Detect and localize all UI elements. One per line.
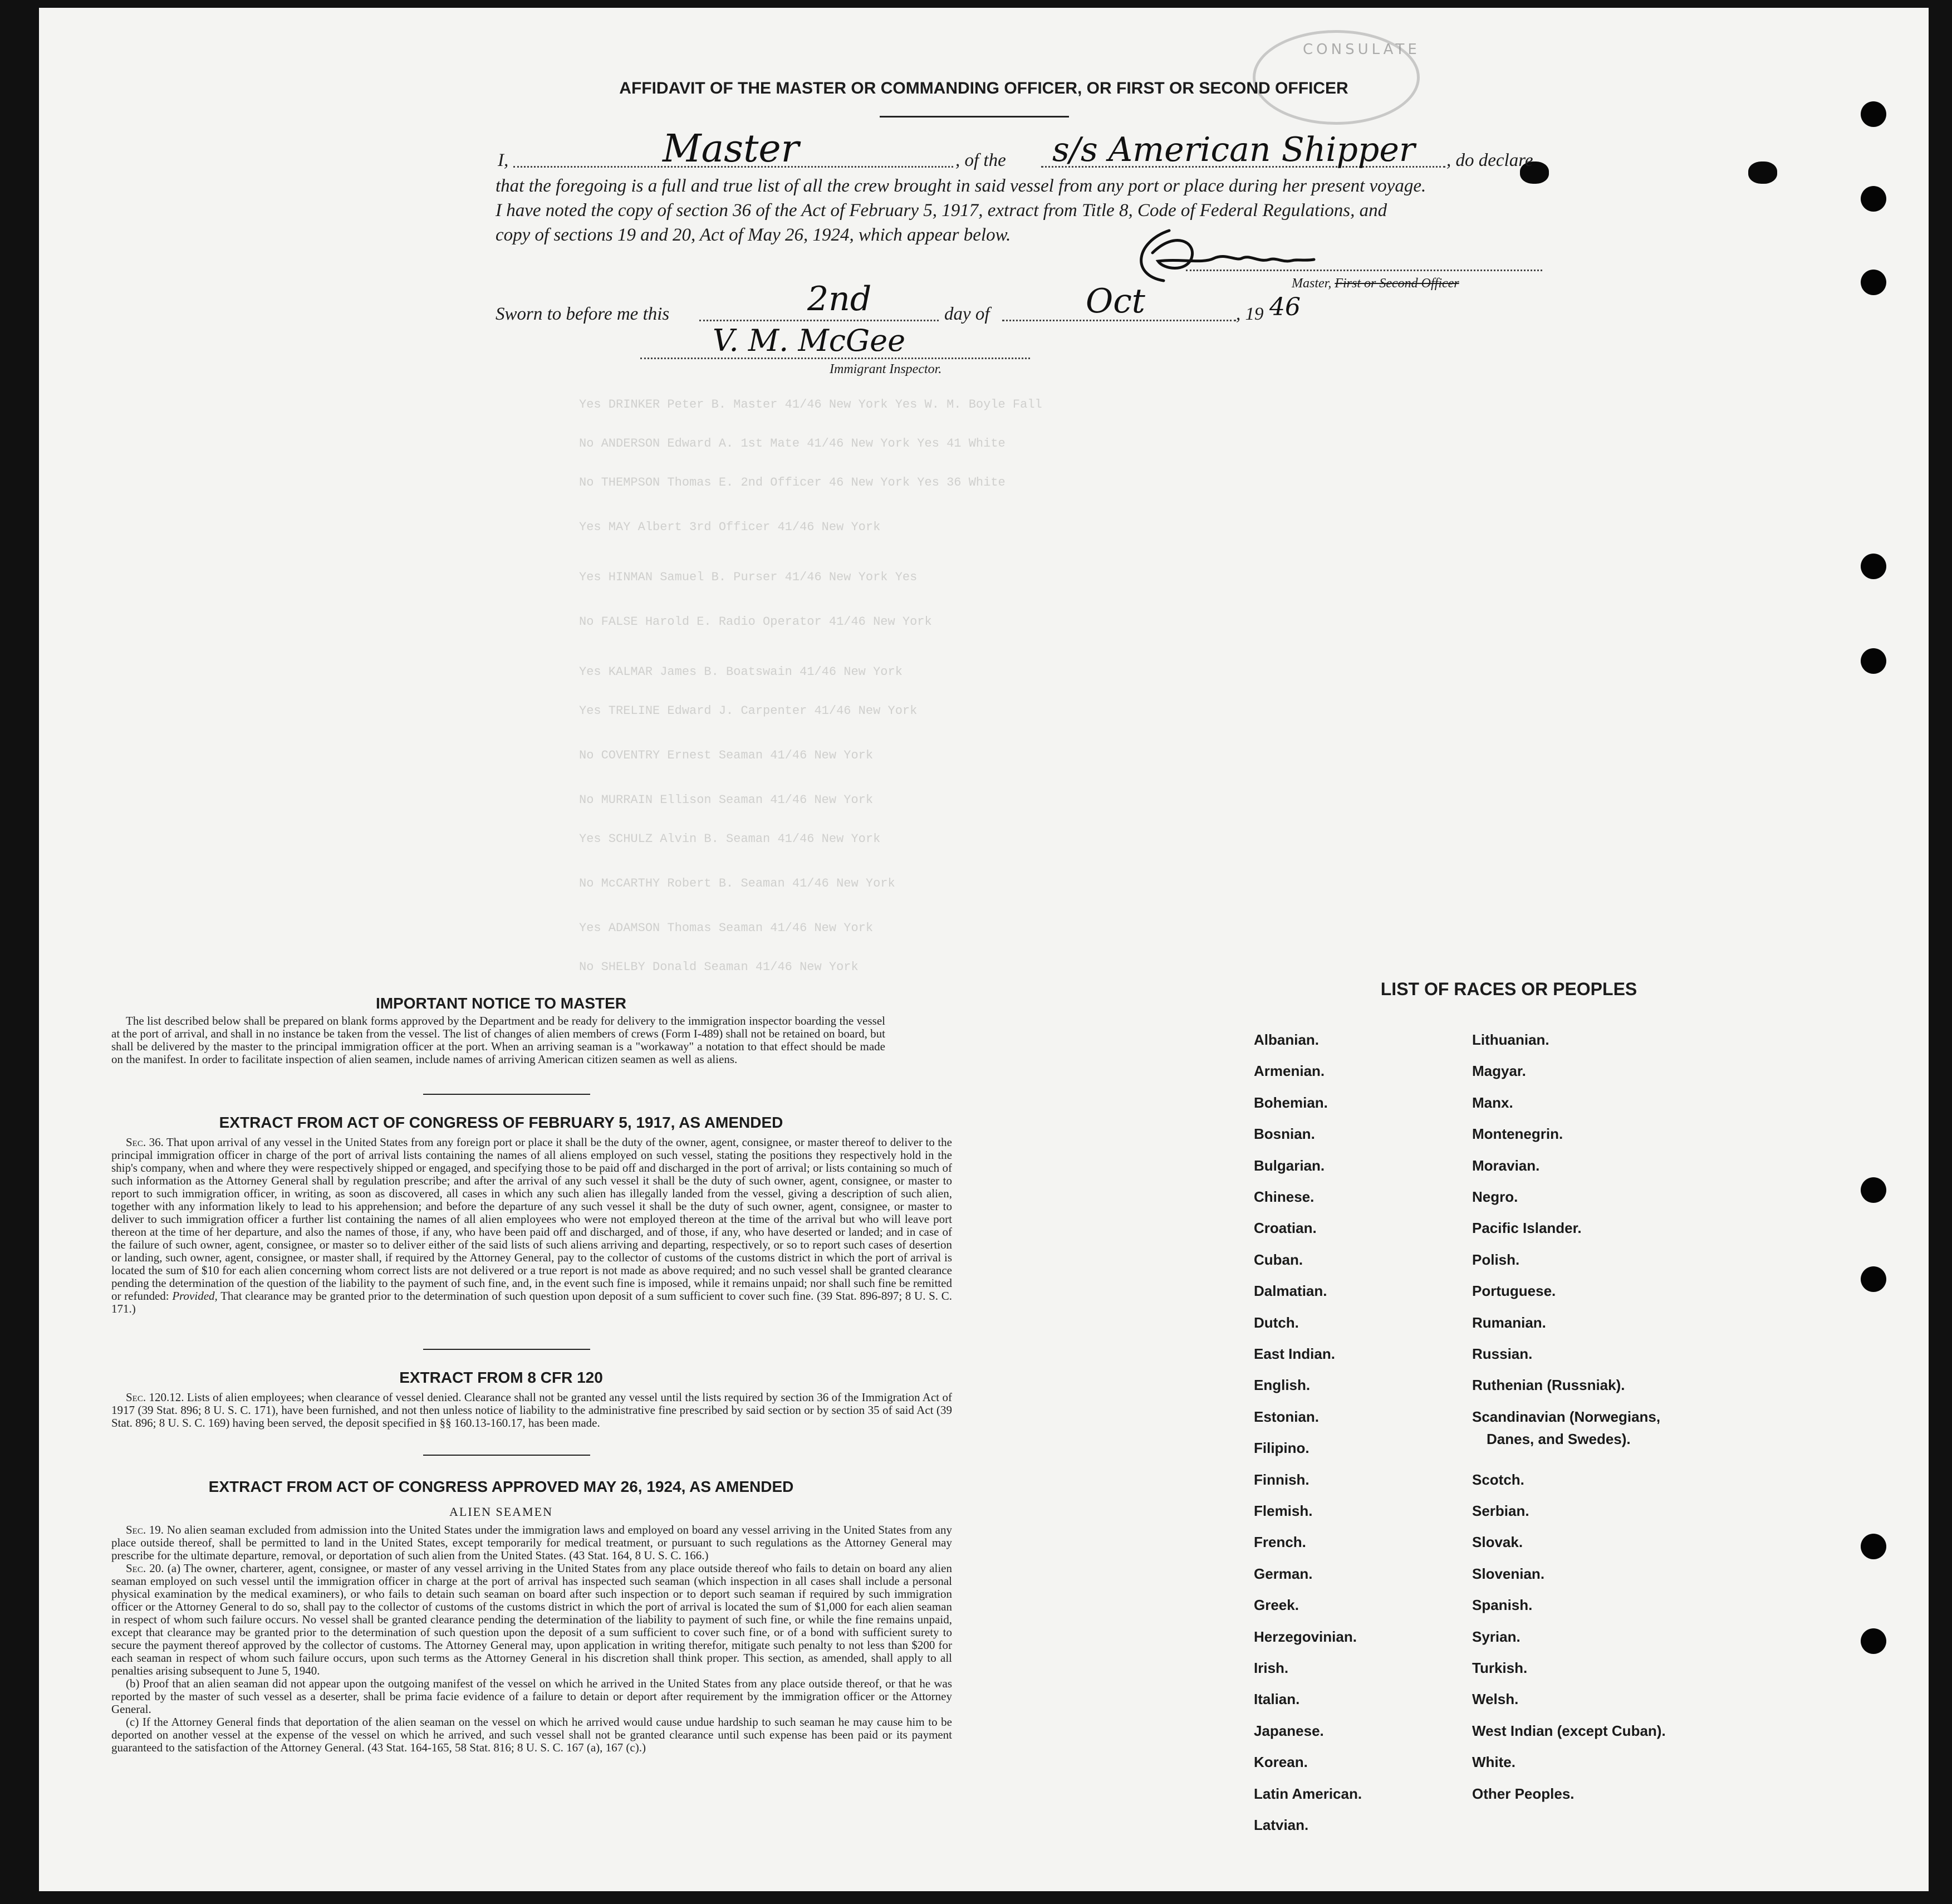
race-item: Slovak. (1472, 1534, 1523, 1551)
sec-19-text: No alien seaman excluded from admission into the United States under the immigration laws and employed on board any vessel arriving in the United States from any place outside thereof, shall be permitted to land in the United States, except temporarily for medical treatment, or pursuant to such regulations as the Attorney General may prescribe for the ultimate departure, removal, or deportation of such alien from the United States. (43 Stat. 164, 8 U. S. C. 166.) (111, 1523, 953, 1562)
notice-paragraph: The list described below shall be prepared on blank forms approved by the Department and be ready for delivery to the immigration inspector boarding the vessel at the port of arrival, and shall in no instance be taken from the vessel. The list of changes of alien members of crews (Form I-489) shall not be retained on board, but shall be delivered by the master to the principal immigration officer at the port. When an arriving seaman is a "workaway" a notation to that effect should be made on the manifest. In order to facilitate inspection of alien seamen, include names of arriving American citizen seamen as well as aliens. (111, 1014, 885, 1066)
race-item: Magyar. (1472, 1063, 1526, 1080)
affidavit-line-2: that the foregoing is a full and true list of all the crew brought in said vessel from any port or place during her present voyage. (496, 176, 1426, 196)
sec-20a-paragraph (111, 1562, 952, 1677)
bleed-through-text: Yes SCHULZ Alvin B. Seaman 41/46 New York (579, 832, 881, 846)
bleed-through-text: Yes DRINKER Peter B. Master 41/46 New York Yes W. M. Boyle Fall (579, 398, 1042, 412)
section-rule (423, 1094, 590, 1095)
officer-caption-struck: First or Second Officer (1335, 276, 1459, 291)
race-item: Danes, and Swedes). (1487, 1430, 1631, 1447)
extract-1924-heading: EXTRACT FROM ACT OF CONGRESS APPROVED MAY 26, 1924, AS AMENDED (208, 1478, 794, 1495)
race-item: Pacific Islander. (1472, 1220, 1582, 1237)
bleed-through-text: No ANDERSON Edward A. 1st Mate 41/46 New York Yes 41 White (579, 437, 1006, 451)
day-blank (699, 320, 939, 321)
handwritten-year: 46 (1269, 293, 1301, 321)
race-item: East Indian. (1254, 1345, 1335, 1362)
affidavit-line-3: I have noted the copy of section 36 of the Act of February 5, 1917, extract from Title 8, Code of Federal Regulations, and (496, 200, 1387, 221)
race-item: Ruthenian (Russniak). (1472, 1377, 1625, 1394)
sec-20c-paragraph: (c) If the Attorney General finds that deportation of the alien seaman on the vessel on which he arrived would cause undue hardship to such seaman he may cause him to be deported on another vessel at the expense of the vessel on which he arrived, and such vessel shall not be granted clearance until such expense has been paid or its payment guaranteed to the satisfaction of the Attorney General. (43 Stat. 164-165, 58 Stat. 816; 8 U. S. C. 167 (a), 167 (c).) (111, 1715, 952, 1754)
of-the-label: , of the (955, 150, 1006, 170)
race-item: Japanese. (1254, 1722, 1324, 1739)
punch-hole (1861, 1628, 1886, 1654)
race-item: Montenegrin. (1472, 1125, 1563, 1143)
race-item: Rumanian. (1472, 1314, 1546, 1331)
race-item: Latvian. (1254, 1817, 1309, 1833)
cfr-heading: EXTRACT FROM 8 CFR 120 (399, 1369, 603, 1386)
race-item: Welsh. (1472, 1691, 1519, 1708)
bleed-through-text: Yes KALMAR James B. Boatswain 41/46 New York (579, 665, 903, 679)
race-item: Irish. (1254, 1660, 1289, 1676)
race-item: Cuban. (1254, 1251, 1303, 1268)
signature-line (1186, 270, 1542, 271)
race-item: Armenian. (1254, 1063, 1325, 1080)
race-item: West Indian (except Cuban). (1472, 1722, 1666, 1739)
bleed-through-text: No SHELBY Donald Seaman 41/46 New York (579, 960, 859, 974)
race-item: Italian. (1254, 1691, 1300, 1708)
race-item: Korean. (1254, 1754, 1308, 1771)
bleed-through-text: No McCARTHY Robert B. Seaman 41/46 New York (579, 877, 895, 890)
bleed-through-text: No FALSE Harold E. Radio Operator 41/46 New York (579, 615, 932, 629)
race-item: Filipino. (1254, 1440, 1309, 1457)
punch-hole (1861, 1266, 1886, 1292)
race-item: Latin American. (1254, 1785, 1362, 1802)
race-item: Dalmatian. (1254, 1283, 1327, 1300)
sec-19-label: Sec. 19. (126, 1523, 164, 1536)
bleed-through-text: No MURRAIN Ellison Seaman 41/46 New York (579, 793, 874, 807)
bleed-through-text: No COVENTRY Ernest Seaman 41/46 New York (579, 748, 874, 762)
day-of-label: day of (944, 304, 990, 324)
punch-hole (1861, 1177, 1886, 1203)
race-item: Estonian. (1254, 1408, 1320, 1425)
section-rule (423, 1349, 590, 1350)
race-item: Negro. (1472, 1188, 1518, 1205)
bleed-through-text: Yes MAY Albert 3rd Officer 41/46 New York (579, 520, 881, 534)
punch-hole (1861, 554, 1886, 579)
section-rule (423, 1455, 590, 1456)
race-item: Bohemian. (1254, 1094, 1328, 1111)
i-label: I, (498, 150, 509, 170)
race-item: Croatian. (1254, 1220, 1317, 1237)
race-item: Portuguese. (1472, 1283, 1556, 1300)
bleed-through-text: Yes HINMAN Samuel B. Purser 41/46 New York Yes (579, 570, 918, 584)
bleed-through-text: Yes TRELINE Edward J. Carpenter 41/46 New York (579, 704, 918, 718)
stamp-lettering: CONSULATE (1303, 41, 1420, 58)
cfr-sec-label: Sec. 120.12. (126, 1391, 184, 1404)
race-item: Syrian. (1472, 1628, 1521, 1645)
sworn-label: Sworn to before me this (496, 304, 670, 324)
handwritten-month: Oct (1086, 282, 1145, 321)
punch-hole (1861, 648, 1886, 674)
sec-36-text: That upon arrival of any vessel in the United States from any foreign port or place it shall be the duty of the owner, agent, consignee, or master thereof to deliver to the principal immigration officer in charge of the port of arrival lists containing the names of all aliens employed on such vessel, stating the positions they respectively hold in the ship's company, when and where they were respectively shipped or engaged, and specifying those to be paid off and discharged in the port of arrival; or lists containing so much of such information as the Attorney General shall by regulation prescribe; and after the arrival of any such vessel it shall be the duty of such owner, agent, consignee, or master to report to such immigration officer, in writing, as soon as discovered, all cases in which any such alien has illegally landed from the vessel, giving a description of such alien, together with any information likely to lead to his apprehension; and before the departure of any such vessel it shall be the duty of such owner, agent, consignee, or master to deliver to such immigration officer a further list containing the names of all alien employees who were not employed thereon at the time of the arrival but who will leave port thereon at the time of her departure, and also the names of those, if any, who have been paid off and discharged, and of those, if any, who have deserted or landed; and in case of the failure of such owner, agent, consignee, or master so to deliver either of the said lists of such aliens arriving and departing, respectively, or so to report such cases of desertion or landing, such owner, agent, consignee, or master shall, if required by the Attorney General, pay to the collector of customs of the customs district in which the port of arrival is located the sum of $10 for each alien concerning whom correct lists are not delivered or a true report is not made as above required; and no such vessel shall be granted clearance pending the determination of the question of the liability to the payment of such fine, and, in the event such fine is imposed, while it remains unpaid; nor shall such fine be remitted or refunded: (111, 1135, 952, 1303)
year-prefix: , 19 (1236, 304, 1264, 324)
race-item: Other Peoples. (1472, 1785, 1575, 1802)
proviso-label: Provided, (172, 1289, 218, 1303)
race-item: Bulgarian. (1254, 1157, 1325, 1174)
extract-1924-body (111, 1524, 952, 1754)
race-item: Albanian. (1254, 1031, 1320, 1048)
race-item: Chinese. (1254, 1188, 1315, 1205)
race-item: French. (1254, 1534, 1306, 1551)
punch-hole (1861, 101, 1886, 127)
handwritten-vessel: s/s American Shipper (1052, 130, 1415, 169)
sec-19-paragraph (111, 1524, 952, 1562)
proviso-text: That clearance may be granted prior to the determination of such question upon deposit of a sum sufficient to cover such fine. (39 Stat. 896-897; 8 U. S. C. 171.) (111, 1289, 952, 1315)
race-item: Bosnian. (1254, 1125, 1315, 1143)
race-item: Moravian. (1472, 1157, 1540, 1174)
declare-label: , do declare (1446, 150, 1533, 170)
race-item: Dutch. (1254, 1314, 1299, 1331)
sec-20-label: Sec. 20. (126, 1562, 164, 1575)
extract-1917-body (111, 1136, 952, 1315)
ink-blot (1748, 161, 1777, 184)
alien-seamen-subheading: ALIEN SEAMEN (449, 1505, 553, 1519)
affidavit-line-4: copy of sections 19 and 20, Act of May 26, 1924, which appear below. (496, 225, 1011, 245)
race-item: Serbian. (1472, 1502, 1529, 1519)
races-heading: LIST OF RACES OR PEOPLES (1380, 979, 1637, 999)
race-item: Russian. (1472, 1345, 1533, 1362)
race-item: Herzegovinian. (1254, 1628, 1357, 1645)
document-page (39, 8, 1929, 1891)
sec-36-paragraph (111, 1136, 952, 1315)
race-item: Scandinavian (Norwegians, (1472, 1408, 1661, 1425)
handwritten-day: 2nd (807, 280, 872, 319)
sec-20b-paragraph: (b) Proof that an alien seaman did not appear upon the outgoing manifest of the vessel on which he arrived in the United States from any place outside thereof, or that he was reported by the master of such vessel as a deserter, shall be prima facie evidence of a failure to detain or deport after requirement by the immigration officer or the Attorney General. (111, 1677, 952, 1716)
cfr-paragraph (111, 1391, 952, 1430)
punch-hole (1861, 186, 1886, 212)
race-item: White. (1472, 1754, 1516, 1771)
bleed-through-text: Yes ADAMSON Thomas Seaman 41/46 New York (579, 921, 874, 935)
sec-20a-text: (a) The owner, charterer, agent, consignee, or master of any vessel arriving in the United States from any place outside thereof who fails to detain on board any alien seaman employed on such vessel until the immigration officer in charge at the port of arrival has inspected such seaman (which inspection in all cases shall include a personal physical examination by the medical examiners), or who fails to detain such seaman on board after such inspection or to deport such seaman if required by such immigration officer or the Attorney General to do so, shall pay to the collector of customs of the customs district in which the port of arrival is located the sum of $1,000 for each alien seaman in respect of whom such failure occurs. No vessel shall be granted clearance pending the determination of the liability to payment of such fine, or while the fine remains unpaid, except that clearance may be granted prior to the determination of such question upon the deposit of a sum sufficient to cover such fine, or of a bond with sufficient surety to secure the payment thereof approved by the collector of customs. The Attorney General may, upon application in writing therefor, mitigate such penalty to not less than $200 for each seaman in respect of whom such failure occurs, upon such terms as the Attorney General in his discretion shall think proper. This section, as amended, shall apply to all penalties arising subsequent to June 5, 1940. (111, 1562, 952, 1677)
officer-caption-master: Master, (1292, 276, 1332, 291)
title-rule (880, 116, 1069, 118)
race-item: Greek. (1254, 1597, 1299, 1614)
race-item: English. (1254, 1377, 1311, 1394)
notice-heading: IMPORTANT NOTICE TO MASTER (375, 995, 627, 1012)
extract-1917-heading: EXTRACT FROM ACT OF CONGRESS OF FEBRUARY 5, 1917, AS AMENDED (219, 1114, 783, 1131)
race-item: Turkish. (1472, 1660, 1528, 1676)
handwritten-inspector: V. M. McGee (713, 323, 906, 358)
race-item: Spanish. (1472, 1597, 1533, 1614)
officer-caption (1292, 276, 1459, 291)
punch-hole (1861, 1534, 1886, 1559)
race-item: Slovenian. (1472, 1565, 1545, 1582)
bleed-through-text: No THEMPSON Thomas E. 2nd Officer 46 New York Yes 36 White (579, 476, 1006, 490)
handwritten-title: Master (663, 127, 800, 171)
affidavit-title: AFFIDAVIT OF THE MASTER OR COMMANDING OFFICER, OR FIRST OR SECOND OFFICER (619, 79, 1348, 97)
race-item: Lithuanian. (1472, 1031, 1549, 1048)
race-item: Finnish. (1254, 1471, 1309, 1488)
notice-body (111, 1015, 885, 1066)
cfr-sec-text: Lists of alien employees; when clearance of vessel denied. Clearance shall not be granted any vessel until the lists required by section 36 of the Immigration Act of 1917 (39 Stat. 896; 8 U. S. C. 171), have been furnished, and not then unless notice of liability to the administrative fine prescribed by said section or by section 35 of said Act (39 Stat. 896; 8 U. S. C. 169) having been served, the deposit specified in §§ 160.13-160.17, has been made. (111, 1391, 952, 1430)
race-item: Scotch. (1472, 1471, 1524, 1488)
inspector-caption: Immigrant Inspector. (830, 362, 942, 376)
race-item: Polish. (1472, 1251, 1520, 1268)
race-item: Flemish. (1254, 1502, 1313, 1519)
race-item: German. (1254, 1565, 1313, 1582)
race-item: Manx. (1472, 1094, 1513, 1111)
cfr-body (111, 1391, 952, 1430)
sec-36-label: Sec. 36. (126, 1135, 164, 1149)
punch-hole (1861, 270, 1886, 295)
